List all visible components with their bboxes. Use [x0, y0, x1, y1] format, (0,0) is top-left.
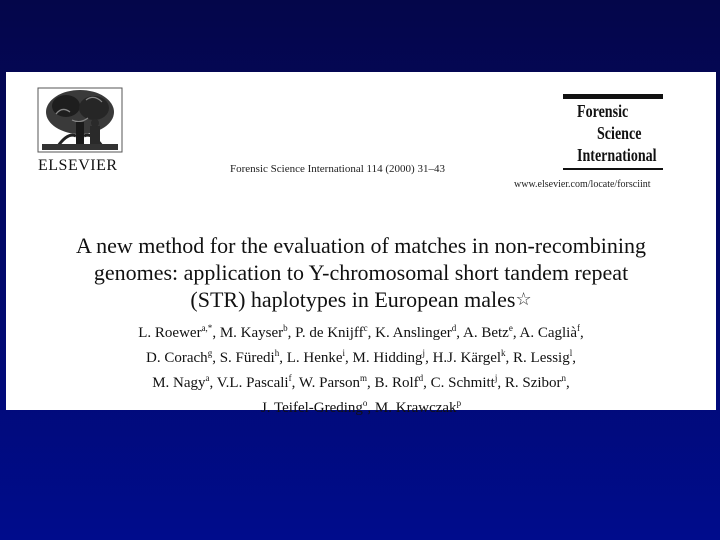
elsevier-tree-logo	[36, 86, 124, 154]
author-name: A. Caglià	[519, 325, 577, 341]
author-line: M. Nagy$^a$, V.L. Pascali$^f$, W. Parson$^m$, B. Rolf$^d$, C. Schmitt$^j$, R. Szibor$^n$,	[152, 373, 570, 391]
logo-rule-top	[563, 94, 663, 99]
author-name: M. Nagy	[152, 375, 206, 391]
paper-title	[26, 232, 696, 313]
author-affiliation-mark: b	[283, 323, 288, 333]
author-affiliation-mark: l	[569, 348, 573, 358]
journal-url: www.elsevier.com/locate/forsciint	[514, 179, 651, 190]
author-line: L. Roewer$^{a,*}$, M. Kayser$^b$, P. de Knijff$^c$, K. Anslinger$^d$, A. Betz$^e$, A. Caglià$^f$,	[138, 323, 584, 341]
logo-word-2: Science	[597, 123, 642, 143]
author-line: D. Corach$^g$, S. Füredi$^h$, L. Henke$^i$, M. Hidding$^j$, H.J. Kärgel$^k$, R. Lessig$^l$,	[146, 348, 576, 366]
author-affiliation-mark: d	[418, 373, 424, 383]
author-affiliation-mark: h	[274, 348, 280, 358]
author-name: J. Teifel-Greding	[260, 400, 363, 416]
author-name: B. Rolf	[374, 375, 419, 391]
logo-word-3: International	[577, 145, 657, 165]
title-line-1: A new method for the evaluation of matches in non-recombining	[75, 233, 646, 258]
publisher-name: ELSEVIER	[38, 157, 118, 174]
author-affiliation-mark: a	[205, 373, 210, 383]
title-line-3	[26, 286, 696, 313]
author-name: D. Corach	[146, 350, 208, 366]
author-affiliation-mark: p	[456, 398, 462, 408]
author-affiliation-mark: j	[494, 373, 498, 383]
journal-logo	[563, 94, 663, 172]
author-name: C. Schmitt	[430, 375, 495, 391]
author-affiliation-mark: d	[451, 323, 457, 333]
title-line-3-text: (STR) haplotypes in European males	[190, 287, 516, 312]
author-affiliation-mark: o	[362, 398, 368, 408]
author-affiliation-mark: i	[342, 348, 346, 358]
author-affiliation-mark: g	[207, 348, 213, 358]
author-affiliation-mark: n	[561, 373, 567, 383]
journal-citation: Forensic Science International 114 (2000) 31–43	[230, 163, 445, 175]
logo-word-1: Forensic	[577, 101, 629, 121]
author-name: L. Roewer	[138, 325, 202, 341]
star-footnote-icon: ☆	[515, 289, 532, 309]
paper-clipping	[6, 72, 716, 416]
author-line: J. Teifel-Greding$^o$, M. Krawczak$^p$	[260, 398, 462, 416]
author-name: R. Lessig	[513, 350, 570, 366]
author-affiliation-mark: f	[288, 373, 292, 383]
author-name: M. Kayser	[219, 325, 284, 341]
author-name: H.J. Kärgel	[432, 350, 502, 366]
author-name: P. de Knijff	[295, 325, 364, 341]
title-line-2: genomes: application to Y-chromosomal short tandem repeat	[93, 260, 629, 285]
author-name: M. Hidding	[352, 350, 423, 366]
author-name: A. Betz	[462, 325, 509, 341]
author-affiliation-mark: a,*	[201, 323, 213, 333]
author-affiliation-mark: f	[577, 323, 580, 333]
author-affiliation-mark: c	[363, 323, 368, 333]
author-name: L. Henke	[286, 350, 343, 366]
logo-rule-bottom	[563, 168, 663, 170]
author-name: M. Krawczak	[374, 400, 457, 416]
author-list	[26, 318, 696, 418]
author-name: K. Anslinger	[375, 325, 452, 341]
author-name: S. Füredi	[219, 350, 275, 366]
author-affiliation-mark: k	[501, 348, 506, 358]
author-affiliation-mark: m	[359, 373, 367, 383]
author-name: W. Parson	[298, 375, 360, 391]
author-affiliation-mark: e	[508, 323, 513, 333]
author-name: V.L. Pascali	[216, 375, 289, 391]
author-name: R. Szibor	[504, 375, 562, 391]
author-affiliation-mark: j	[422, 348, 426, 358]
